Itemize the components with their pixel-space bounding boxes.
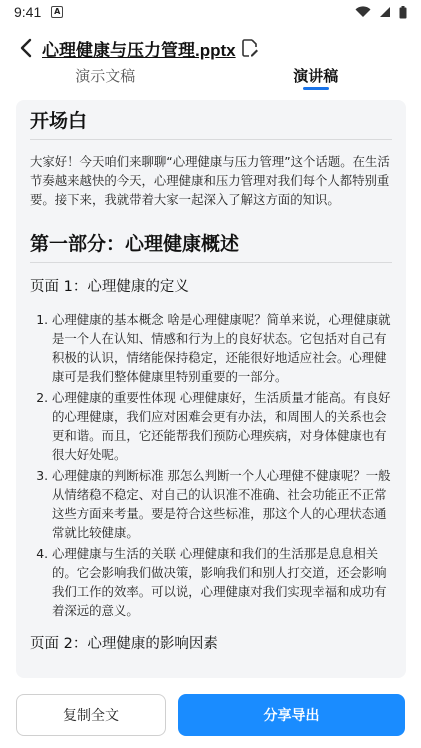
edit-file-button[interactable] — [242, 39, 260, 57]
list-item: 2. 心理健康的重要性体现 心理健康好，生活质量才能高。有良好的心理健康，我们应对困难会更有办法，和周围人的关系也会更和谐。而且，它还能帮我们预防心理疾病，对身体健康也有很大好处呢。 — [52, 388, 392, 464]
copy-all-button[interactable]: 复制全文 — [16, 694, 166, 736]
status-bar — [0, 0, 421, 24]
tab-bar — [0, 62, 421, 92]
opening-paragraph: 大家好！今天咱们来聊聊“心理健康与压力管理”这个话题。在生活节奏越来越快的今天，心理健康和压力管理对我们每个人都特别重要。接下来，我就带着大家一起深入了解这方面的知识。 — [30, 154, 390, 207]
list-item: 1. 心理健康的基本概念 啥是心理健康呢？简单来说，心理健康就是一个人在认知、情感和行为上的良好状态。它包括对自己有积极的认识，情绪能保持稳定，还能很好地适应社会。心理健康可是我们整体健康里特别重要的一部分。 — [52, 310, 392, 386]
tab-speech[interactable]: 演讲稿 — [211, 62, 421, 92]
tab-presentation[interactable]: 演示文稿 — [75, 67, 136, 85]
share-export-button[interactable]: 分享导出 — [178, 694, 405, 736]
bottom-action-bar — [0, 688, 421, 748]
wifi-icon — [355, 6, 371, 18]
list-item: 3. 心理健康的判断标准 那怎么判断一个人心理健不健康呢？一般从情绪稳不稳定、对自己的认识准不准确、社会功能正不正常这些方面来考量。要是符合这些标准，那这个人的心理状态通常就比较健康。 — [52, 466, 392, 542]
page1-list — [30, 310, 392, 620]
notification-icon: A — [51, 6, 63, 18]
opening-heading: 开场白 — [30, 106, 392, 140]
edit-file-icon — [242, 39, 258, 57]
page1-heading: 页面 1：心理健康的定义 — [30, 279, 189, 295]
speech-content[interactable] — [16, 100, 406, 678]
battery-icon — [399, 6, 407, 19]
title-bar — [0, 32, 421, 64]
status-icons — [355, 6, 407, 19]
list-item: 4. 心理健康与生活的关联 心理健康和我们的生活那是息息相关的。它会影响我们做决策，影响我们和别人打交道，还会影响我们工作的效率。可以说，心理健康对我们实现幸福和成功有着深远的意义。 — [52, 544, 392, 620]
signal-icon — [379, 6, 391, 18]
back-arrow-icon — [19, 38, 33, 58]
page2-heading: 页面 2：心理健康的影响因素 — [30, 636, 218, 652]
back-button[interactable] — [6, 32, 46, 64]
file-title: 心理健康与压力管理.pptx — [42, 40, 236, 60]
part1-heading: 第一部分：心理健康概述 — [30, 229, 392, 263]
status-time: 9:41 — [14, 4, 42, 20]
